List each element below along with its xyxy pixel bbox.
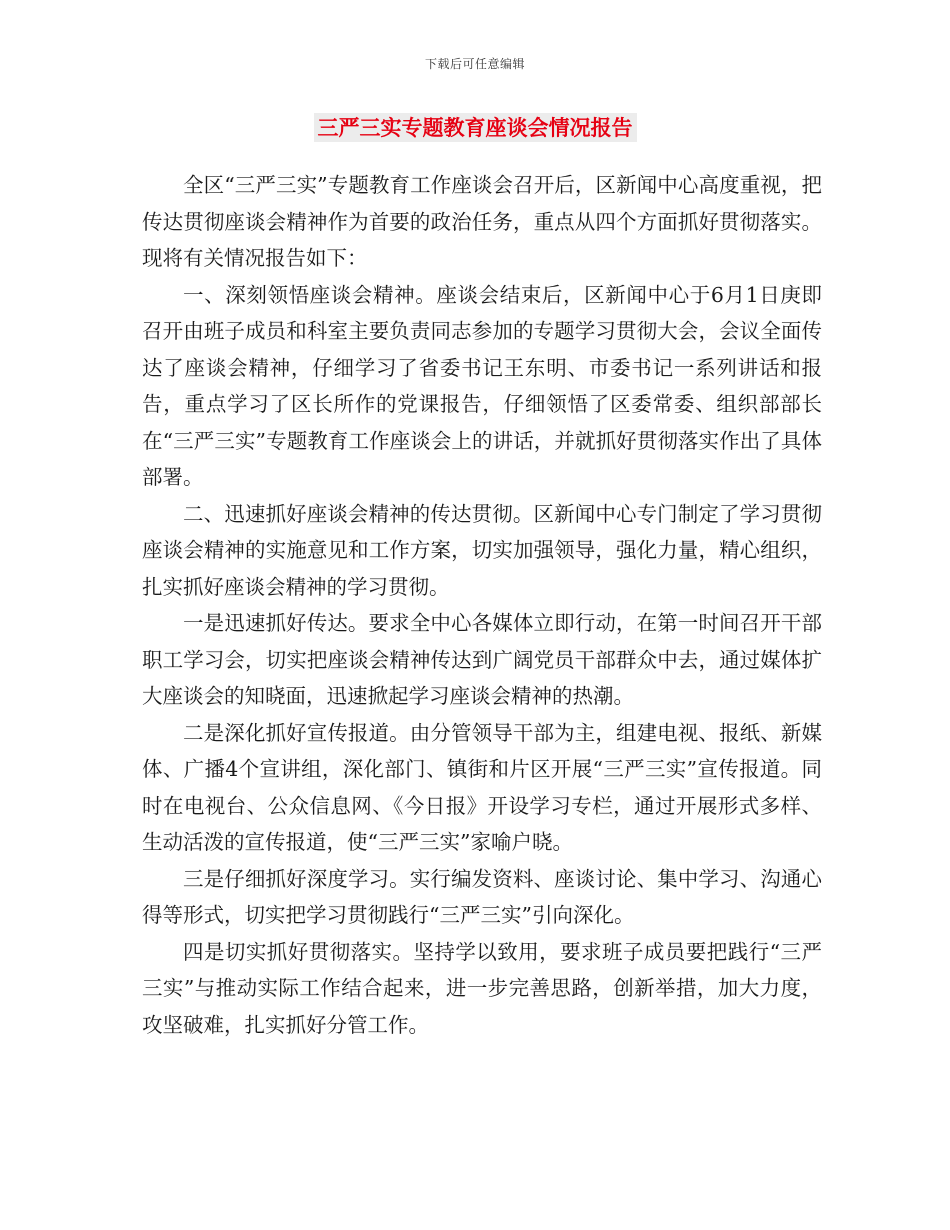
header-note: 下载后可任意编辑 — [424, 57, 525, 71]
section-two-paragraph: 二、迅速抓好座谈会精神的传达贯彻。区新闻中心专门制定了学习贯彻座谈会精神的实施意见和工作方案，切实加强领导，强化力量，精心组织，扎实抓好座谈会精神的学习贯彻。 — [142, 501, 822, 599]
point-two-paragraph: 二是深化抓好宣传报道。由分管领导干部为主，组建电视、报纸、新媒体、广播4个宣讲组，深化部门、镇街和片区开展“三严三实”宣传报道。同时在电视台、公众信息网、《今日报》开设学习专栏，通过开展形式多样、生动活泼的宣传报道，使“三严三实”家喻户晓。 — [142, 720, 822, 854]
section-one-paragraph: 一、深刻领悟座谈会精神。座谈会结束后，区新闻中心于6月1日庚即召开由班子成员和科室主要负责同志参加的专题学习贯彻大会，会议全面传达了座谈会精神，仔细学习了省委书记王东明、市委书记一系列讲话和报告，重点学习了区长所作的党课报告，仔细领悟了区委常委、组织部部长在“三严三实”专题教育工作座谈会上的讲话，并就抓好贯彻落实作出了具体部署。 — [142, 282, 822, 489]
document-body — [142, 167, 822, 1043]
title-block — [0, 113, 950, 142]
point-three-paragraph: 三是仔细抓好深度学习。实行编发资料、座谈讨论、集中学习、沟通心得等形式，切实把学习贯彻践行“三严三实”引向深化。 — [142, 866, 822, 927]
document-title: 三严三实专题教育座谈会情况报告 — [314, 113, 637, 142]
intro-paragraph: 全区“三严三实”专题教育工作座谈会召开后，区新闻中心高度重视，把传达贯彻座谈会精神作为首要的政治任务，重点从四个方面抓好贯彻落实。现将有关情况报告如下： — [142, 173, 822, 270]
point-one-paragraph: 一是迅速抓好传达。要求全中心各媒体立即行动，在第一时间召开干部职工学习会，切实把座谈会精神传达到广阔党员干部群众中去，通过媒体扩大座谈会的知晓面，迅速掀起学习座谈会精神的热潮。 — [142, 611, 822, 708]
point-four-paragraph: 四是切实抓好贯彻落实。坚持学以致用，要求班子成员要把践行“三严三实”与推动实际工作结合起来，进一步完善思路，创新举措，加大力度，攻坚破难，扎实抓好分管工作。 — [142, 939, 822, 1037]
